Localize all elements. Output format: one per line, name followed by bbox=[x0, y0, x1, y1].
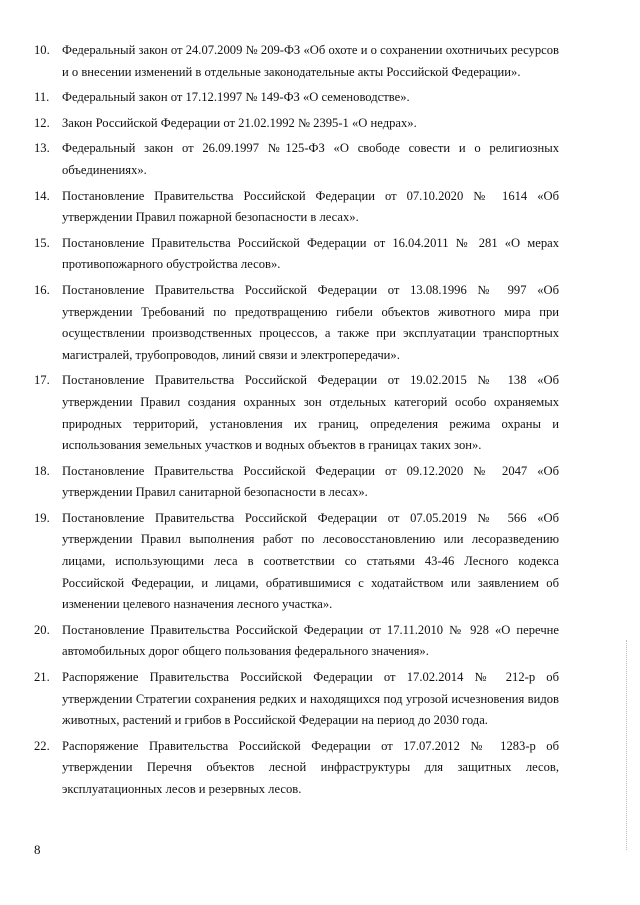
list-item bbox=[34, 40, 559, 83]
item-text: Постановление Правительства Российской Федерации от 07.10.2020 № 1614 «Об утверждении Правил пожарной безопасности в лесах». bbox=[62, 188, 559, 225]
item-number: 16. bbox=[34, 282, 50, 297]
item-number: 22. bbox=[34, 738, 50, 753]
item-number: 17. bbox=[34, 373, 50, 388]
item-text: Постановление Правительства Российской Федерации от 17.11.2010 № 928 «О перечне автомобильных дорог общего пользования федерального значения». bbox=[62, 622, 559, 659]
item-number: 11. bbox=[34, 90, 50, 105]
item-number: 14. bbox=[34, 188, 50, 203]
list-item bbox=[34, 233, 559, 276]
list-item bbox=[34, 667, 559, 732]
list-item bbox=[34, 461, 559, 504]
item-number: 13. bbox=[34, 141, 50, 156]
list-item bbox=[34, 370, 559, 456]
page-number: 8 bbox=[34, 842, 41, 857]
item-number: 19. bbox=[34, 510, 50, 525]
list-item bbox=[34, 280, 559, 366]
item-text: Федеральный закон от 26.09.1997 №125-ФЗ «О свободе совести и о религиозных объединениях». bbox=[62, 141, 559, 177]
item-text: Распоряжение Правительства Российской Федерации от 17.07.2012 № 1283-р об утверждении Перечня объектов лесной инфраструктуры для защитных лесов, эксплуатационных лесов и резервных лесов. bbox=[62, 738, 559, 796]
item-text: Закон Российской Федерации от 21.02.1992 № 2395-1 «О недрах». bbox=[62, 115, 417, 130]
item-number: 10. bbox=[34, 43, 50, 57]
list-item bbox=[34, 620, 559, 663]
list-item bbox=[34, 113, 559, 135]
item-number: 20. bbox=[34, 622, 50, 637]
list-item bbox=[34, 508, 559, 616]
item-number: 12. bbox=[34, 115, 50, 130]
item-text: Постановление Правительства Российской Федерации от 09.12.2020 № 2047 «Об утверждении Правил санитарной безопасности в лесах». bbox=[62, 463, 559, 500]
item-text: Постановление Правительства Российской Федерации от 19.02.2015 № 138 «Об утверждении Правил создания охранных зон отдельных категорий особо охраняемых природных территорий, установления их границ, определения режима охраны и использования земельных участков и водных объектов в границах таких зон». bbox=[62, 373, 559, 453]
item-number: 15. bbox=[34, 235, 50, 250]
item-text: Федеральный закон от 24.07.2009 № 209-ФЗ «Об охоте и о сохранении охотничьих ресурсов и о внесении изменений в отдельные законодательные акты Российской Федерации». bbox=[62, 43, 559, 79]
item-text: Федеральный закон от 17.12.1997 № 149-ФЗ «О семеноводстве». bbox=[62, 90, 410, 105]
item-text: Постановление Правительства Российской Федерации от 13.08.1996 № 997 «Об утверждении Требований по предотвращению гибели объектов животного мира при осуществлении производственных процессов, а также при эксплуатации транспортных магистралей, трубопроводов, линий связи и электропередачи». bbox=[62, 282, 559, 362]
list-item bbox=[34, 186, 559, 229]
list-item bbox=[34, 736, 559, 801]
item-text: Постановление Правительства Российской Федерации от 16.04.2011 № 281 «О мерах противопожарного обустройства лесов». bbox=[62, 235, 559, 272]
legal-acts-list bbox=[34, 40, 559, 805]
scan-edge-marks bbox=[626, 640, 629, 850]
item-text: Распоряжение Правительства Российской Федерации от 17.02.2014 № 212-р об утверждении Стратегии сохранения редких и находящихся под угрозой исчезновения видов животных, растений и грибов в Российской Федерации на период до 2030 года. bbox=[62, 670, 559, 728]
item-text: Постановление Правительства Российской Федерации от 07.05.2019 № 566 «Об утверждении Правил выполнения работ по лесовосстановлению или лесоразведению лицами, использующими леса в соответствии со статьями 43-46 Лесного кодекса Российской Федерации, и лицами, обратившимися с ходатайством или заявлением об изменении целевого назначения лесного участка». bbox=[62, 510, 559, 612]
item-number: 21. bbox=[34, 670, 50, 685]
list-item bbox=[34, 138, 559, 181]
list-item bbox=[34, 87, 559, 109]
item-number: 18. bbox=[34, 463, 50, 478]
